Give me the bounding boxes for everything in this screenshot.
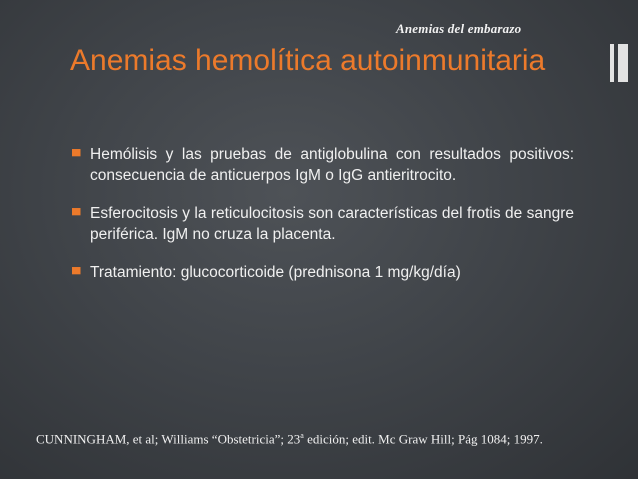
bullet-text: Esferocitosis y la reticulocitosis son características del frotis de sangre periférica. IgM no cruza la placenta.	[90, 205, 574, 243]
bullet-item	[72, 144, 574, 186]
bullet-list	[72, 144, 574, 300]
citation-text-after: edición; edit. Mc Graw Hill; Pág 1084; 1997.	[303, 431, 543, 447]
bullet-text: Tratamiento: glucocorticoide (prednisona 1 mg/kg/día)	[90, 264, 461, 281]
bullet-marker-icon: ▀	[72, 208, 81, 222]
citation-superscript: a	[300, 431, 304, 440]
bullet-text: Hemólisis y las pruebas de antiglobulina con resultados positivos: consecuencia de anticuerpos IgM o IgG antieritrocito.	[90, 146, 574, 184]
citation	[36, 431, 543, 447]
bullet-item	[72, 203, 574, 245]
accent-bar-thick	[618, 44, 628, 82]
accent-bar-thin	[610, 44, 614, 82]
bullet-item	[72, 262, 574, 283]
header-tag: Anemias del embarazo	[396, 21, 522, 36]
title-accent-bar	[610, 44, 628, 82]
bullet-marker-icon: ▀	[72, 149, 81, 163]
citation-text-before: CUNNINGHAM, et al; Williams “Obstetricia”; 23	[36, 431, 301, 447]
bullet-marker-icon: ▀	[72, 267, 81, 281]
slide-title: Anemias hemolítica autoinmunitaria	[70, 44, 546, 77]
